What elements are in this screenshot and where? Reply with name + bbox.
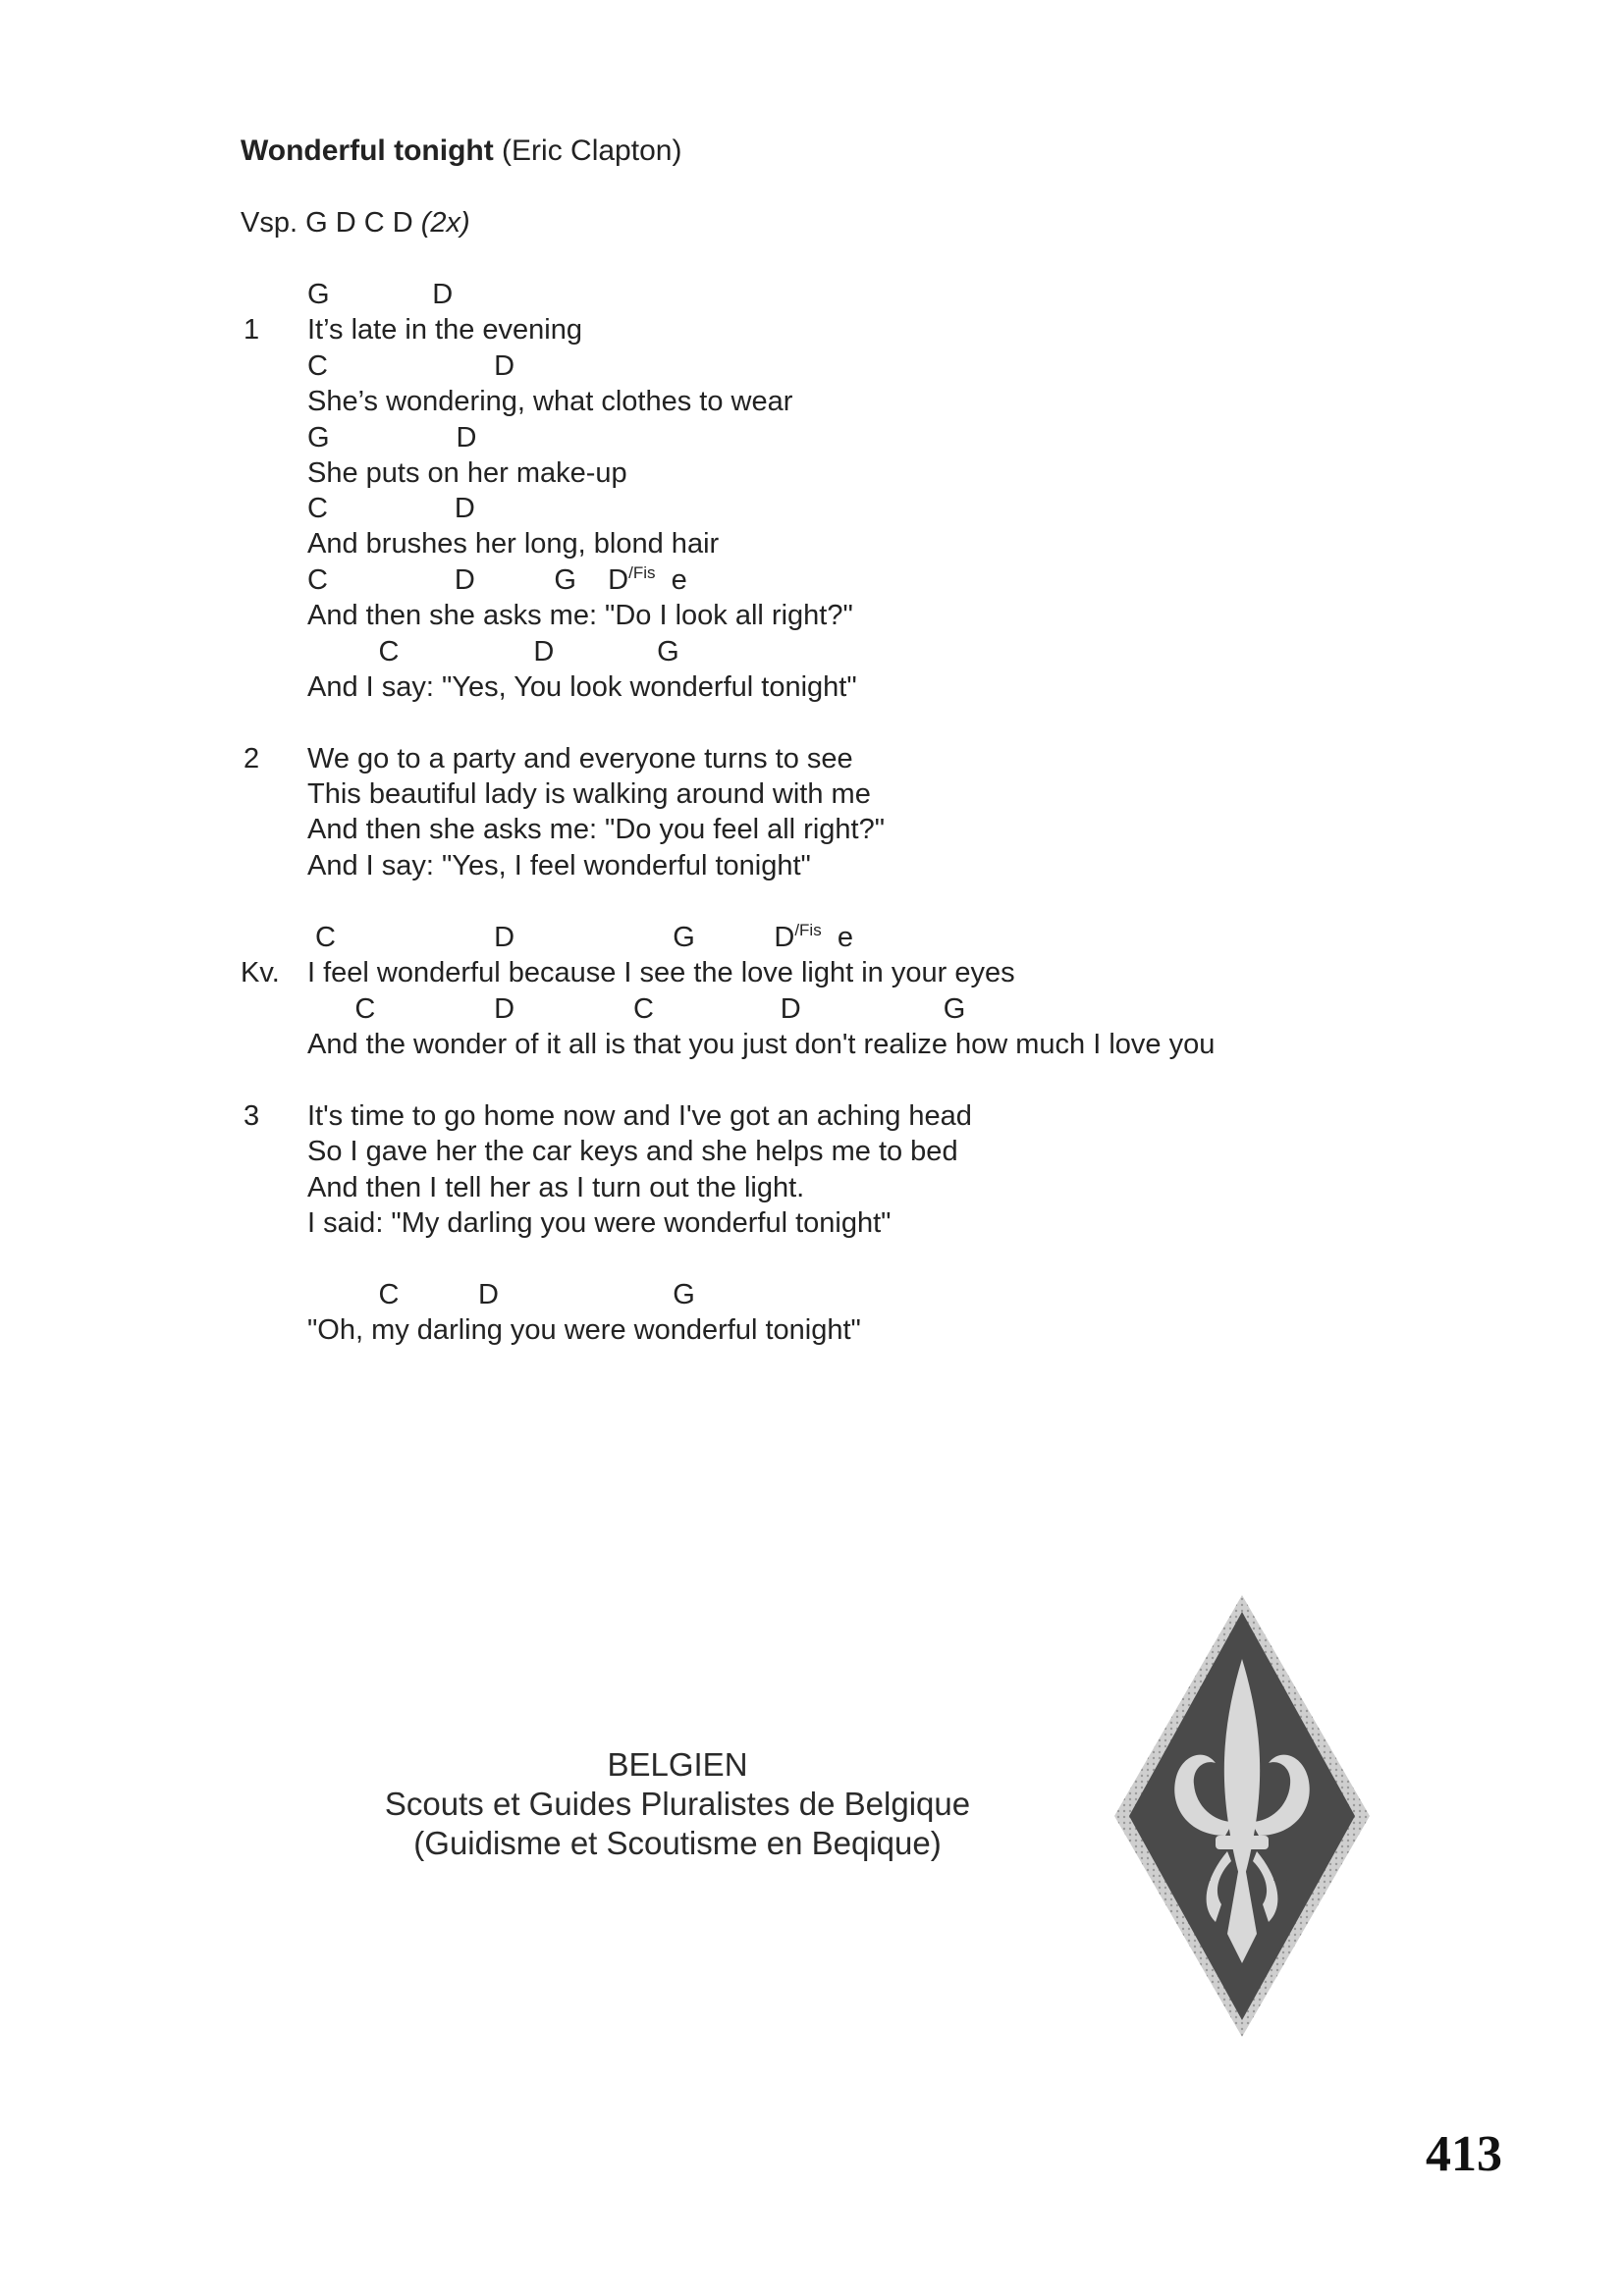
verse-2-lyric-3: And then she asks me: "Do you feel all right?" bbox=[307, 814, 886, 845]
footer-country: BELGIEN bbox=[607, 1746, 748, 1783]
verse-1-chords-3: G D bbox=[307, 422, 477, 454]
song-artist: (Eric Clapton) bbox=[493, 134, 682, 167]
chord-superscript: /Fis bbox=[794, 921, 822, 939]
verse-1-lyric-3: She puts on her make-up bbox=[307, 457, 627, 489]
verse-2-lyric-1: We go to a party and everyone turns to see bbox=[307, 743, 853, 774]
intro-chords: Vsp. G D C D bbox=[241, 207, 421, 239]
verse-1-lyric-2: She’s wondering, what clothes to wear bbox=[307, 386, 793, 417]
chorus-lyric-2: And the wonder of it all is that you just don't realize how much I love you bbox=[307, 1029, 1216, 1060]
song-title-main: Wonderful tonight bbox=[241, 134, 494, 167]
chorus-lyric-1: I feel wonderful because I see the love light in your eyes bbox=[307, 957, 1015, 988]
verse-1-chords-2: C D bbox=[307, 350, 515, 382]
chord-superscript: /Fis bbox=[628, 563, 656, 582]
verse-3-lyric-1: It's time to go home now and I've got an aching head bbox=[307, 1100, 972, 1132]
outro-chords: C D G bbox=[307, 1279, 695, 1310]
verse-3-number: 3 bbox=[243, 1100, 260, 1132]
verse-3-lyric-4: I said: "My darling you were wonderful tonight" bbox=[307, 1207, 892, 1239]
chord-group: C D G D bbox=[307, 564, 629, 596]
chorus-label: Kv. bbox=[241, 957, 280, 988]
verse-1-lyric-5: And then she asks me: "Do I look all right?" bbox=[307, 600, 853, 631]
verse-1-chords-4: C D bbox=[307, 493, 475, 524]
page-number: 413 bbox=[1426, 2126, 1502, 2182]
footer-organisation-sub: (Guidisme et Scoutisme en Beqique) bbox=[413, 1825, 942, 1861]
verse-2-lyric-2: This beautiful lady is walking around with me bbox=[307, 778, 871, 810]
chord-group: C D G D bbox=[307, 922, 795, 953]
fleur-de-lis-logo-icon bbox=[1109, 1590, 1375, 2042]
outro-lyric: "Oh, my darling you were wonderful tonight" bbox=[307, 1314, 861, 1346]
verse-2-lyric-4: And I say: "Yes, I feel wonderful tonight" bbox=[307, 850, 811, 881]
intro-repeat: (2x) bbox=[420, 207, 470, 239]
chorus-chords-1 bbox=[307, 920, 853, 959]
verse-1-chords-1: G D bbox=[307, 279, 454, 310]
verse-2-number: 2 bbox=[243, 743, 260, 774]
chord-group: e bbox=[821, 922, 853, 953]
footer-organisation: Scouts et Guides Pluralistes de Belgique bbox=[384, 1786, 971, 1822]
verse-1-chords-6: C D G bbox=[307, 636, 679, 667]
verse-1-lyric-4: And brushes her long, blond hair bbox=[307, 528, 720, 560]
song-title bbox=[241, 133, 681, 169]
verse-1-lyric-1: It’s late in the evening bbox=[307, 314, 582, 346]
verse-1-lyric-6: And I say: "Yes, You look wonderful tonight" bbox=[307, 671, 857, 703]
verse-1-chords-5 bbox=[307, 562, 687, 602]
chord-group: e bbox=[655, 564, 687, 596]
intro-line bbox=[241, 205, 470, 240]
verse-3-lyric-2: So I gave her the car keys and she helps me to bed bbox=[307, 1136, 958, 1167]
verse-1-number: 1 bbox=[243, 314, 260, 346]
chorus-chords-2: C D C D G bbox=[307, 993, 966, 1025]
verse-3-lyric-3: And then I tell her as I turn out the light. bbox=[307, 1172, 805, 1203]
